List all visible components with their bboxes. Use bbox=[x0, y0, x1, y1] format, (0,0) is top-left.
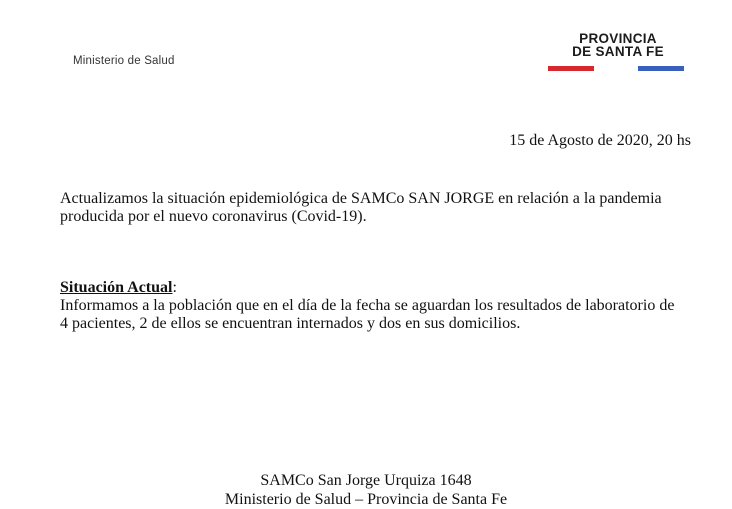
situation-heading-colon: : bbox=[172, 279, 177, 296]
logo-line-1: PROVINCIA bbox=[579, 31, 657, 46]
ministry-label: Ministerio de Salud bbox=[73, 55, 175, 67]
logo-blue-bar bbox=[638, 66, 684, 71]
report-date: 15 de Agosto de 2020, 20 hs bbox=[509, 132, 691, 149]
footer-address: SAMCo San Jorge Urquiza 1648 bbox=[260, 472, 472, 489]
province-logo bbox=[548, 32, 688, 72]
footer bbox=[0, 471, 732, 509]
situation-section bbox=[60, 279, 680, 333]
situation-body: Informamos a la población que en el día de la fecha se aguardan los resultados de laboratorio de 4 pacientes, 2 de ellos se encuentran internados y dos en sus domicilios. bbox=[60, 297, 675, 332]
situation-heading: Situación Actual bbox=[60, 279, 173, 296]
logo-red-bar bbox=[548, 66, 594, 71]
logo-line-2: DE SANTA FE bbox=[572, 44, 664, 59]
footer-ministry: Ministerio de Salud – Provincia de Santa Fe bbox=[224, 491, 508, 508]
intro-paragraph: Actualizamos la situación epidemiológica de SAMCo SAN JORGE en relación a la pandemia producida por el nuevo coronavirus (Covid-19). bbox=[60, 190, 662, 225]
logo-color-bars bbox=[548, 66, 688, 72]
